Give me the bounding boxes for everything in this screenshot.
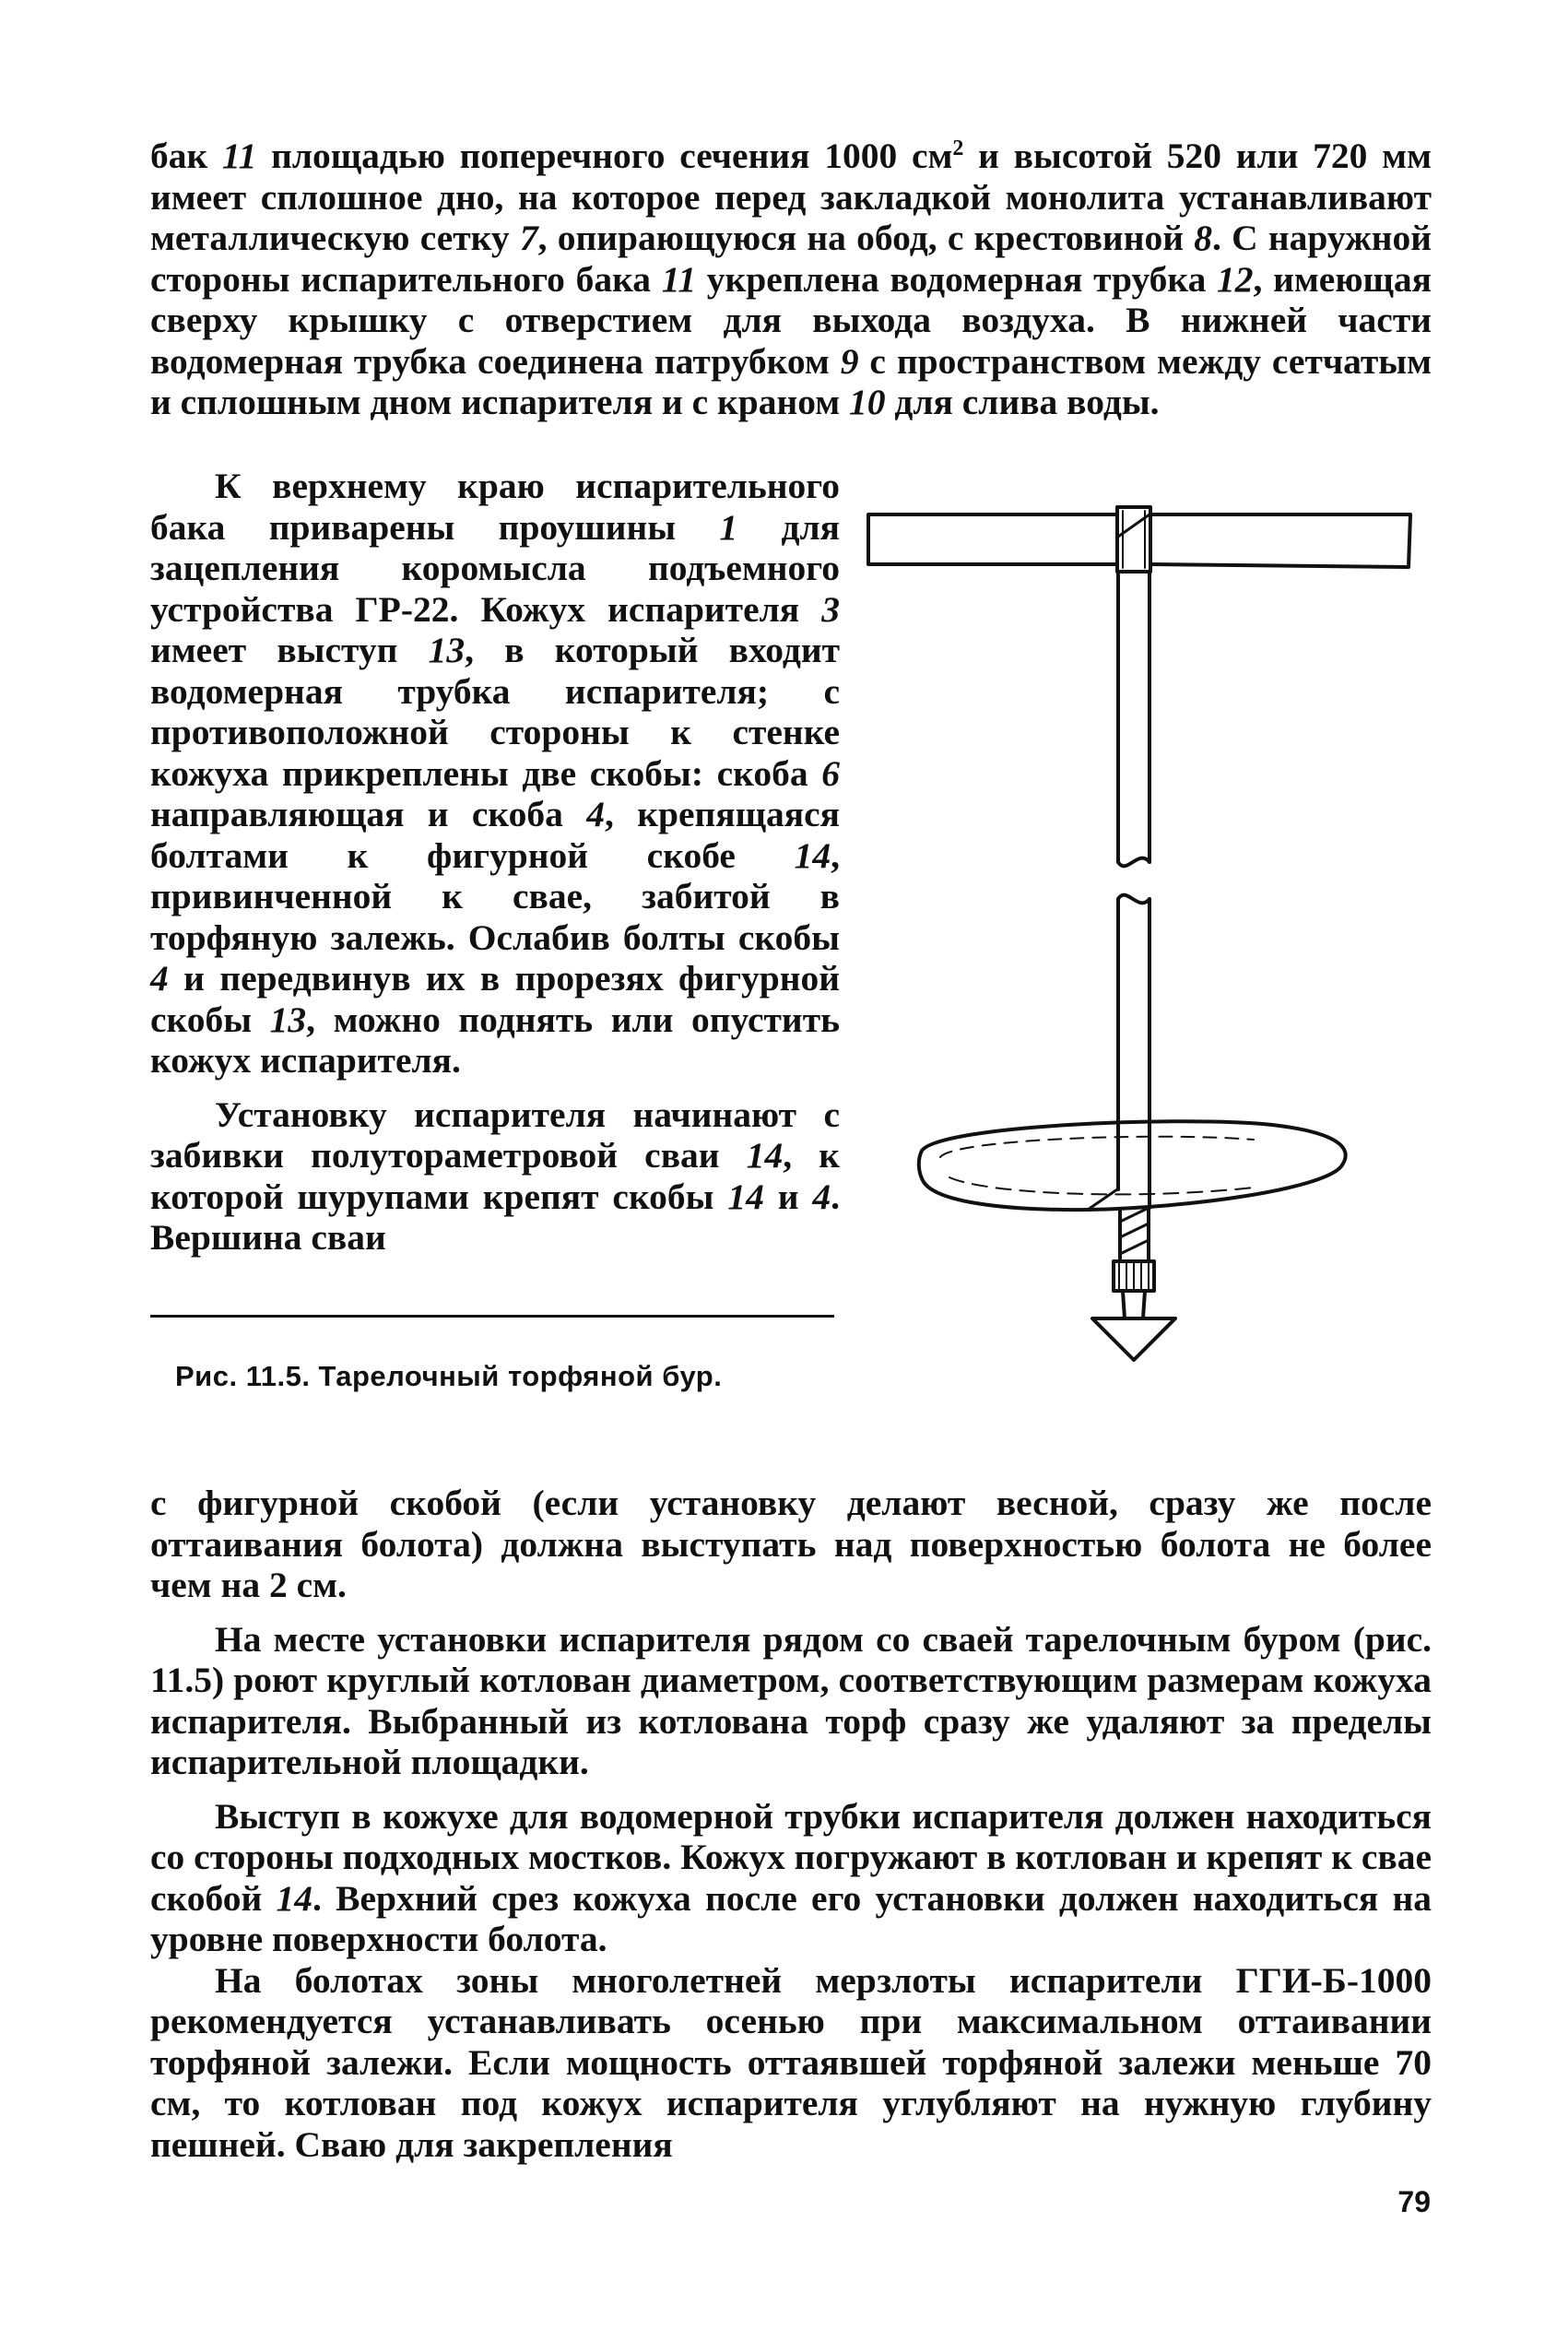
ref-number: 13 xyxy=(428,630,466,670)
ref-number: 4 xyxy=(812,1176,831,1217)
text-run: , имеющая сверху крышку с отверстием для выхода воздуха. В нижней части водомерная трубка соединена патрубком xyxy=(150,258,1432,382)
ref-number: 7 xyxy=(519,218,538,258)
text-run: , можно поднять или опустить кожух испарителя. xyxy=(150,999,840,1081)
auger-disc xyxy=(919,1121,1346,1210)
tip-neck xyxy=(1123,1291,1145,1318)
bottom-text-block xyxy=(150,1483,1432,2165)
text-run: с пространством между сетчатым и сплошным дном испарителя и с краном xyxy=(150,340,1432,422)
text-run: . Вершина сваи xyxy=(150,1176,840,1258)
figure-caption: Рис. 11.5. Тарелочный торфяной бур. xyxy=(175,1360,723,1392)
text-run: укреплена водомерная трубка xyxy=(696,258,1218,300)
paragraph-tank-description xyxy=(150,136,1432,423)
text-run: площадью поперечного сечения 1000 см xyxy=(256,136,953,176)
paragraph-lugs xyxy=(150,466,840,1082)
ref-number: 10 xyxy=(849,382,886,422)
ref-number: 14 xyxy=(727,1176,764,1217)
upper-rod xyxy=(1118,572,1149,862)
paragraph-pit: На месте установки испарителя рядом со сваей тарелочным буром (рис. 11.5) роют круглый котлован диаметром, соответствующим размерам кожуха испарителя. Выбранный из котлована торф сразу же удаляют за пределы испарительной площадки. xyxy=(150,1618,1432,1782)
disc-inner-line-2 xyxy=(949,1177,1254,1194)
lower-rod-break xyxy=(1118,895,1149,904)
paragraph-continuation: с фигурной скобой (если установку делают весной, сразу же после оттаивания болота) должна выступать над поверхностью болота не более чем на 2 см. xyxy=(150,1483,1432,1605)
lower-rod xyxy=(1118,899,1149,1208)
text-run: , привинченной к свае, забитой в торфяную залежь. Ослабив болты скобы xyxy=(150,834,840,958)
ref-number: 4 xyxy=(150,958,169,999)
ref-number: 4 xyxy=(586,794,606,834)
lower-collar-hatch xyxy=(1119,1263,1149,1289)
text-run: бак xyxy=(150,136,223,176)
page-number: 79 xyxy=(1397,2185,1431,2218)
figure-separator-rule xyxy=(150,1315,834,1318)
text-run: имеет выступ xyxy=(150,630,429,670)
disc-inner-line xyxy=(940,1137,1254,1157)
auger-tip xyxy=(1092,1318,1175,1360)
ref-number: 8 xyxy=(1194,218,1212,258)
paragraph-installation-start xyxy=(150,1094,840,1259)
paragraph-permafrost: На болотах зоны многолетней мерзлоты испарители ГГИ-Б-1000 рекомендуется устанавливать осенью при максимальном оттаивании торфяной залежи. Если мощность оттаявшей торфяной залежи меньше 70 см, то котлован под кожух испарителя углубляют на нужную глубину пешней. Сваю для закрепления xyxy=(150,1959,1432,2165)
ref-number: 13 xyxy=(269,999,307,1040)
text-run: . С наружной стороны испарительного бака xyxy=(150,218,1432,300)
peat-auger-drawing xyxy=(857,479,1447,1429)
upper-rod-break xyxy=(1118,858,1149,867)
ref-number: 1 xyxy=(719,506,738,548)
top-text-block xyxy=(150,136,1432,423)
text-run: , в который входит водомерная трубка испарителя; с противоположной стороны к стенке кожуха прикреплены две скобы: скоба xyxy=(150,630,840,794)
text-run: и высотой 520 или 720 мм имеет сплошное дно, на которое перед закладкой монолита устанавливают металлическую сетку xyxy=(150,136,1432,258)
text-run: Выступ в кожухе для водомерной трубки испарителя должен находиться со стороны подходных мостков. Кожух погружают в котлован и крепят к свае скобой xyxy=(150,1795,1432,1919)
ref-number: 14 xyxy=(794,834,831,876)
disc-edge-fold xyxy=(1088,1189,1117,1210)
ref-number: 14 xyxy=(276,1877,313,1919)
text-run: . Верхний срез кожуха после его установки должен находиться на уровне поверхности болота. xyxy=(150,1877,1432,1959)
text-run: и передвинув их в прорезях фигурной скобы xyxy=(150,958,840,1040)
text-run: Установку испарителя начинают с забивки полутораметровой сваи xyxy=(150,1094,840,1176)
handle-crossbar-right xyxy=(1150,514,1410,567)
ref-number: 11 xyxy=(661,258,697,300)
text-run: , крепящаяся болтами к фигурной скобе xyxy=(150,794,840,876)
ref-number: 9 xyxy=(840,340,859,382)
ref-number: 11 xyxy=(222,136,257,176)
ref-number: 12 xyxy=(1217,258,1254,300)
text-run: для зацепления коромысла подъемного устройства ГР-22. Кожух испарителя xyxy=(150,506,840,630)
superscript: 2 xyxy=(952,136,964,160)
ref-number: 6 xyxy=(821,752,840,794)
text-run: направляющая и скоба xyxy=(150,794,587,834)
text-run: , к которой шурупами крепят скобы xyxy=(150,1135,840,1217)
text-run: К верхнему краю испарительного бака приварены проушины xyxy=(150,466,840,548)
text-run: , опирающуюся на обод, с крестовиной xyxy=(537,218,1195,258)
handle-crossbar xyxy=(868,514,1117,564)
auger-spiral xyxy=(1120,1208,1149,1254)
wrapped-text-block xyxy=(150,466,840,1259)
paragraph-ledge xyxy=(150,1796,1432,1960)
text-run: для слива воды. xyxy=(885,382,1160,422)
ref-number: 3 xyxy=(821,588,840,630)
ref-number: 14 xyxy=(746,1135,784,1176)
text-run: и xyxy=(763,1176,813,1217)
